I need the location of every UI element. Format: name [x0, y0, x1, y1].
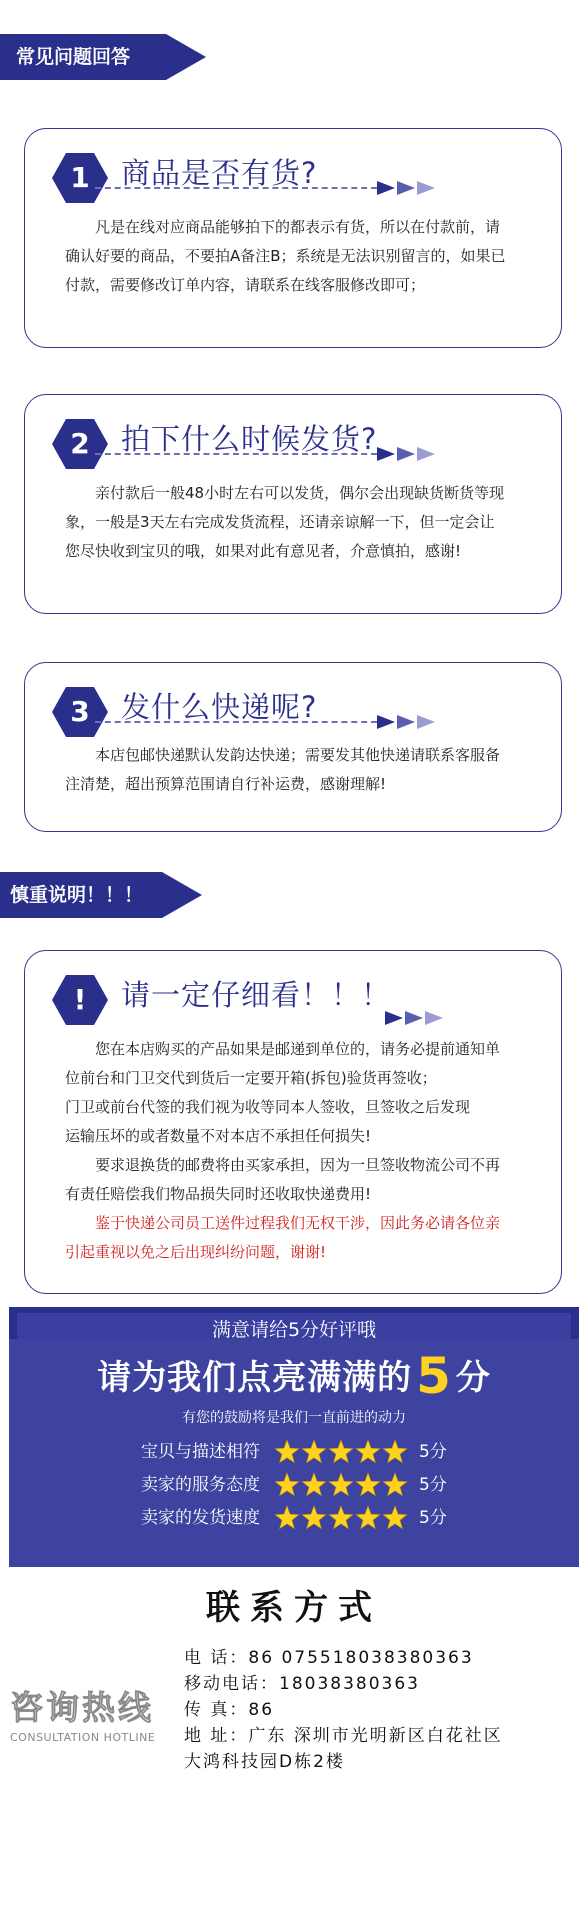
star-rating — [274, 1472, 409, 1498]
notice-text-line: 运输压坏的或者数量不对本店不承担任何损失! — [65, 1127, 372, 1145]
badge-number: 1 — [70, 161, 90, 194]
card-body — [65, 741, 529, 799]
divider — [95, 187, 377, 189]
header-arrow-icon — [162, 872, 202, 918]
rating-title-prefix: 请为我们点亮满满的 — [97, 1358, 413, 1398]
divider — [95, 453, 377, 455]
rating-row-label: 宝贝与描述相符 — [141, 1442, 260, 1462]
rating-row-label: 卖家的发货速度 — [141, 1508, 260, 1528]
number-badge-icon — [52, 153, 108, 203]
notice-text-line: 引起重视以免之后出现纠纷问题，谢谢! — [65, 1243, 327, 1261]
card-text-line: 确认好要的商品，不要拍A备注B；系统是无法识别留言的，如果已 — [65, 247, 506, 265]
rating-note: 有您的鼓励将是我们一直前进的动力 — [182, 1410, 406, 1426]
rating-row — [9, 1470, 579, 1500]
star-icon — [302, 1440, 326, 1463]
star-icon — [302, 1473, 326, 1496]
badge-number: 2 — [70, 427, 90, 460]
card-body — [65, 213, 529, 300]
triple-arrow-icon — [385, 1007, 465, 1029]
hotline-en: CONSULTATION HOTLINE — [10, 1731, 156, 1744]
card-text-line: 亲付款后一般48小时左右可以发货，偶尔会出现缺货断货等现 — [95, 484, 505, 502]
triple-arrow-icon — [377, 443, 457, 465]
contact-title: 联系方式 — [206, 1588, 382, 1628]
star-icon — [356, 1506, 380, 1529]
star-icon — [275, 1506, 299, 1529]
rating-row-label: 卖家的服务态度 — [141, 1475, 260, 1495]
star-icon — [383, 1506, 407, 1529]
notice-section-label: 慎重说明！！！ — [0, 872, 162, 918]
star-icon — [356, 1473, 380, 1496]
triple-arrow-icon — [377, 177, 457, 199]
faq-card-1 — [24, 128, 562, 348]
rating-row — [9, 1503, 579, 1533]
notice-text-line: 您在本店购买的产品如果是邮递到单位的，请务必提前通知单 — [95, 1040, 501, 1058]
hotline-logo — [10, 1682, 155, 1744]
rating-panel — [9, 1307, 579, 1567]
rating-top-text: 满意请给5分好评哦 — [211, 1319, 377, 1341]
card-text-line: 本店包邮快递默认发韵达快递；需要发其他快递请联系客服备 — [95, 746, 501, 764]
card-title: 发什么快递呢? — [121, 690, 318, 724]
rating-row-score: 5分 — [419, 1442, 447, 1462]
card-text-line: 凡是在线对应商品能够拍下的都表示有货，所以在付款前，请 — [95, 218, 501, 236]
card-text-line: 您尽快收到宝贝的哦，如果对此有意见者，介意慎拍，感谢! — [65, 542, 462, 560]
contact-address: 地 址：广东 深圳市光明新区白花社区 — [184, 1726, 503, 1746]
faq-section-label: 常见问题回答 — [0, 34, 166, 80]
star-icon — [329, 1506, 353, 1529]
star-icon — [356, 1440, 380, 1463]
star-rating — [274, 1439, 409, 1465]
rating-row-score: 5分 — [419, 1508, 447, 1528]
card-title: 请一定仔细看！！！ — [121, 978, 392, 1012]
rating-row-score: 5分 — [419, 1475, 447, 1495]
rating-title-suffix: 分 — [455, 1358, 491, 1398]
star-icon — [275, 1440, 299, 1463]
divider — [95, 721, 377, 723]
number-badge-icon — [52, 687, 108, 737]
badge-number: 3 — [70, 695, 90, 728]
card-title: 拍下什么时候发货? — [121, 422, 378, 456]
header-arrow-icon — [166, 34, 206, 80]
star-icon — [329, 1473, 353, 1496]
faq-card-3 — [24, 662, 562, 832]
hotline-cn: 咨询热线 — [10, 1688, 154, 1727]
star-rating — [274, 1505, 409, 1531]
badge-exclamation: ! — [73, 983, 87, 1016]
rating-title — [9, 1347, 579, 1405]
notice-text-line: 有责任赔偿我们物品损失同时还收取快递费用! — [65, 1185, 372, 1203]
faq-card-2 — [24, 394, 562, 614]
triple-arrow-icon — [377, 711, 457, 733]
notice-text-line: 门卫或前台代签的我们视为收等同本人签收，旦签收之后发现 — [65, 1098, 471, 1116]
card-title: 商品是否有货? — [121, 156, 318, 190]
notice-body — [65, 1035, 529, 1267]
rating-title-number: 5 — [416, 1347, 452, 1405]
notice-section-header — [0, 872, 202, 918]
notice-card — [24, 950, 562, 1294]
contact-info — [184, 1645, 584, 1775]
star-icon — [329, 1440, 353, 1463]
faq-section-header — [0, 34, 206, 80]
contact-address-cont: 大鸿科技园D栋2楼 — [184, 1752, 345, 1772]
number-badge-icon — [52, 419, 108, 469]
contact-phone: 电 话：86 075518038380363 — [184, 1648, 474, 1668]
star-icon — [275, 1473, 299, 1496]
rating-row — [9, 1437, 579, 1467]
card-text-line: 付款，需要修改订单内容，请联系在线客服修改即可； — [65, 276, 426, 294]
star-icon — [302, 1506, 326, 1529]
card-body — [65, 479, 529, 566]
card-text-line: 象，一般是3天左右完成发货流程，还请亲谅解一下，但一定会让 — [65, 513, 495, 531]
notice-text-line: 鉴于快递公司员工送件过程我们无权干涉，因此务必请各位亲 — [95, 1214, 501, 1232]
card-text-line: 注清楚，超出预算范围请自行补运费，感谢理解! — [65, 775, 387, 793]
exclamation-badge-icon — [52, 975, 108, 1025]
contact-mobile: 移动电话：18038380363 — [184, 1674, 420, 1694]
star-icon — [383, 1440, 407, 1463]
star-icon — [383, 1473, 407, 1496]
notice-text-line: 位前台和门卫交代到货后一定要开箱(拆包)验货再签收； — [65, 1069, 437, 1087]
notice-text-line: 要求退换货的邮费将由买家承担，因为一旦签收物流公司不再 — [95, 1156, 501, 1174]
contact-fax: 传 真：86 — [184, 1700, 275, 1720]
